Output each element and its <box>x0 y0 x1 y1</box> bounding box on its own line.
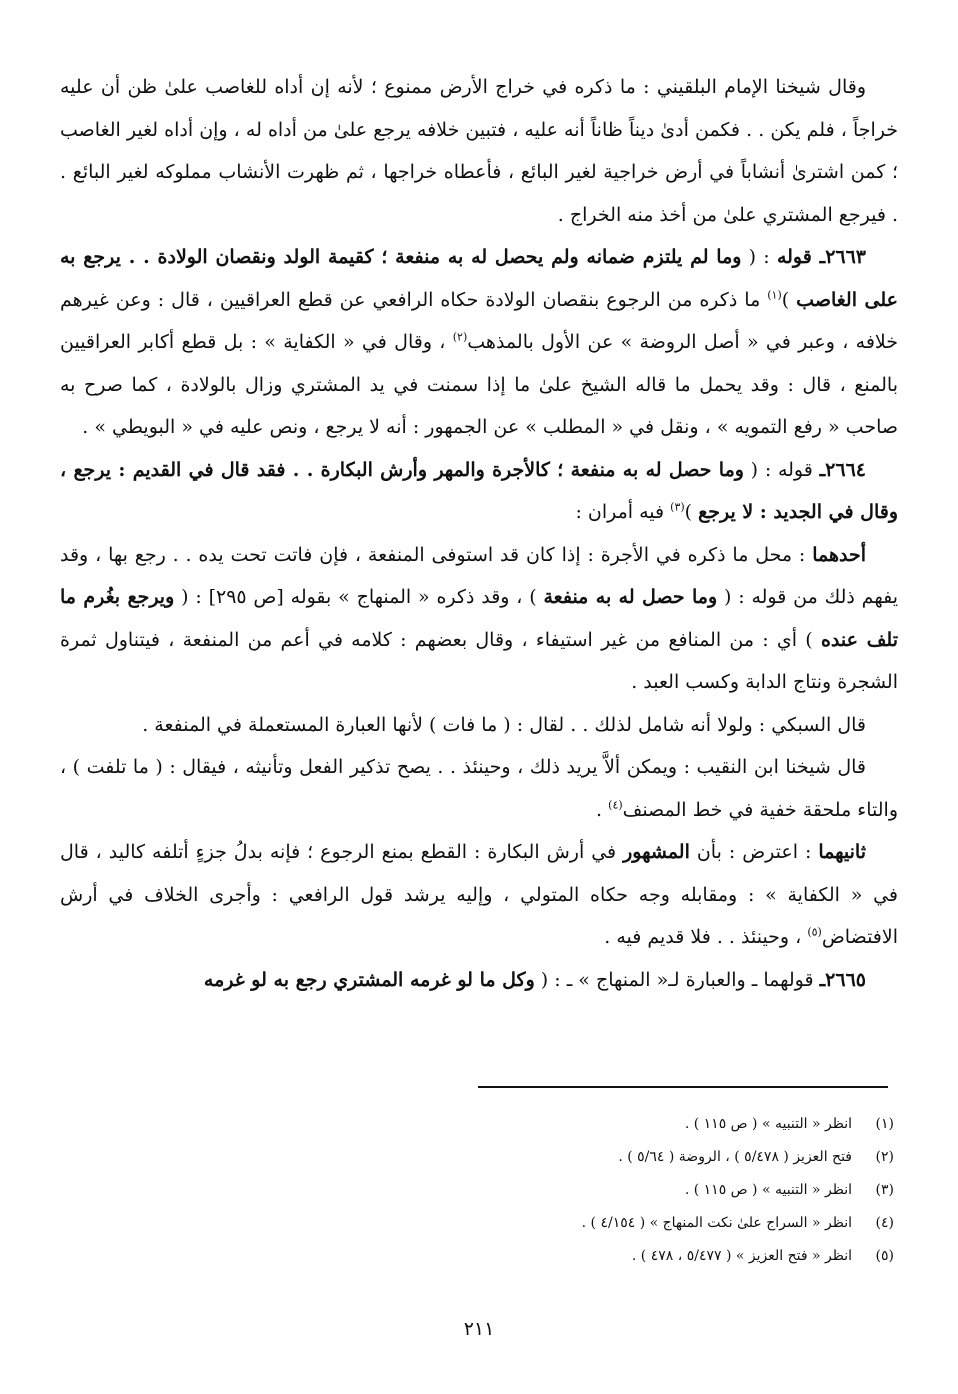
text-run: قولهما ـ والعبارة لـ« المنهاج » ـ : ( <box>534 968 820 991</box>
text-run: ) ، وقد ذكره « المنهاج » بقوله [ص ٢٩٥] : ( <box>174 586 544 608</box>
text-run: ، وقال في « الكفاية » : بل قطع أكابر العراقيين بالمنع ، قال : وقد يحمل ما قاله الشيخ علىٰ ما إذا سمنت في يد المشتري وزال بالولادة ، كما صرح به صاحب « رفع التمويه » ، ونقل في « المطلب » عن الجمهور : أنه لا يرجع ، ونص عليه في « البويطي » . <box>60 331 898 438</box>
footnote-text: انظر « التنبيه » ( ص ١١٥ ) . <box>684 1182 852 1198</box>
bold-text: ويرجع بغُرم ما تلف عنده <box>60 586 898 651</box>
text-run: وقال شيخنا الإمام البلقيني : ما ذكره في خراج الأرض ممنوع ؛ لأنه إن أداه للغاصب علىٰ ظن أن عليه خراجاً ، فلم يكن . . فكمن أدىٰ ديناً ظاناً أنه عليه ، فتبين خلافه يرجع علىٰ من أداه له ، وإن أداه لغير الغاصب ؛ كمن اشترىٰ أنشاباً في أرض خراجية لغير البائع ، فأعطاه خراجها ، ثم ظهرت الأنشاب مملوكه لغير البائع . . فيرجع المشتري علىٰ من أخذ منه الخراج . <box>60 76 898 226</box>
text-run: قوله : ( <box>743 458 820 481</box>
footnote-text: انظر « السراج علىٰ نكت المنهاج » ( ٤/١٥٤ ) . <box>581 1215 852 1231</box>
footnotes <box>60 1108 894 1273</box>
footnote-ref: (٢) <box>452 330 468 344</box>
footnote-text: فتح العزيز ( ٥/٤٧٨ ) ، الروضة ( ٥/٦٤ ) . <box>618 1149 852 1165</box>
footnote-number: (٤) <box>875 1215 894 1231</box>
footnote-number: (١) <box>875 1116 894 1132</box>
text-run: قال السبكي : ولولا أنه شامل لذلك . . لقال : ( ما فات ) لأنها العبارة المستعملة في المنفعة . <box>142 713 866 736</box>
footnote-number: (٣) <box>875 1182 894 1198</box>
bold-text: وما حصل له به منفعة <box>543 586 718 608</box>
text-run: في أرش البكارة : القطع بمنع الرجوع ؛ فإنه بدلُ جزءٍ أتلفه كاليد ، قال في « الكفاية » : ومقابله وجه حكاه المتولي ، وإليه يرشد قول الرافعي : وأجرى الخلاف في أرش الافتضاض <box>60 841 898 948</box>
bold-text: وما لم يلتزم ضمانه ولم يحصل له به منفعة ؛ كقيمة الولد ونقصان الولادة . . يرجع به على الغاصب <box>60 246 898 311</box>
bold-text: أحدهما <box>812 543 866 566</box>
text-run: : محل ما ذكره في الأجرة : إذا كان قد استوفى المنفعة ، فإن فاتت تحت يده . . رجع بها ، وقد يفهم ذلك من قوله : ( <box>60 543 898 608</box>
bold-text: ٢٦٦٥ـ <box>819 968 866 991</box>
bold-text: وكل ما لو غرمه المشتري رجع به لو غرمه <box>203 968 535 991</box>
footnote <box>60 1141 894 1174</box>
bold-text: ثانيهما <box>818 841 866 863</box>
text-run: ) <box>781 288 797 311</box>
paragraph <box>60 236 898 449</box>
paragraph <box>60 66 898 236</box>
text-run: فيه أمران : <box>575 501 671 523</box>
paragraph <box>60 746 898 831</box>
text-run: ما ذكره من الرجوع بنقصان الولادة حكاه الرافعي عن قطع العراقيين ، قال : وعن غيرهم خلافه ، وعبر في « أصل الروضة » عن الأول بالمذهب <box>60 288 898 353</box>
text-run: قال شيخنا ابن النقيب : ويمكن ألاَّ يريد ذلك ، وحينئذ . . يصح تذكير الفعل وتأنيثه ، فيقال : ( ما تلفت ) ، والتاء ملحقة خفية في خط المصنف <box>60 756 898 821</box>
footnote-number: (٥) <box>875 1248 894 1264</box>
footnote-number: (٢) <box>875 1149 894 1165</box>
paragraph <box>60 704 898 747</box>
text-run: ) أي : من المنافع من غير استيفاء ، وقال بعضهم : كلامه في أعم من المنفعة ، فيتناول ثمرة الشجرة ونتاج الدابة وكسب العبد . <box>60 628 898 693</box>
footnote <box>60 1240 894 1273</box>
footnote <box>60 1108 894 1141</box>
paragraph <box>60 831 898 959</box>
footnote-text: انظر « التنبيه » ( ص ١١٥ ) . <box>684 1116 852 1132</box>
bold-text: ٢٦٦٤ـ <box>819 458 866 481</box>
paragraph <box>60 534 898 704</box>
text-run: : ( <box>741 246 777 268</box>
page-number: ٢١١ <box>463 1318 495 1340</box>
text-run: : اعترض : بأن <box>689 841 819 863</box>
paragraph <box>60 959 898 1002</box>
text-run: . <box>596 798 609 821</box>
footnote-text: انظر « فتح العزيز » ( ٥/٤٧٧ ، ٤٧٨ ) . <box>631 1248 852 1264</box>
footnote <box>60 1174 894 1207</box>
main-text <box>60 66 898 1001</box>
bold-text: المشهور <box>623 841 690 863</box>
bold-text: وما حصل له به منفعة ؛ كالأجرة والمهر وأرش البكارة . . فقد قال في القديم : يرجع ، وقال في الجديد : لا يرجع <box>60 458 898 523</box>
footnote-ref: (١) <box>767 288 782 302</box>
text-run: ، وحينئذ . . فلا قديم فيه . <box>604 926 808 948</box>
footnote <box>60 1207 894 1240</box>
footnote-divider <box>478 1086 888 1088</box>
paragraph <box>60 449 898 534</box>
footnote-ref: (٤) <box>608 798 623 812</box>
footnote-ref: (٣) <box>670 500 685 514</box>
text-run: ) <box>684 501 699 523</box>
bold-text: ٢٦٦٣ـ قوله <box>776 246 867 268</box>
footnote-ref: (٥) <box>807 925 822 939</box>
